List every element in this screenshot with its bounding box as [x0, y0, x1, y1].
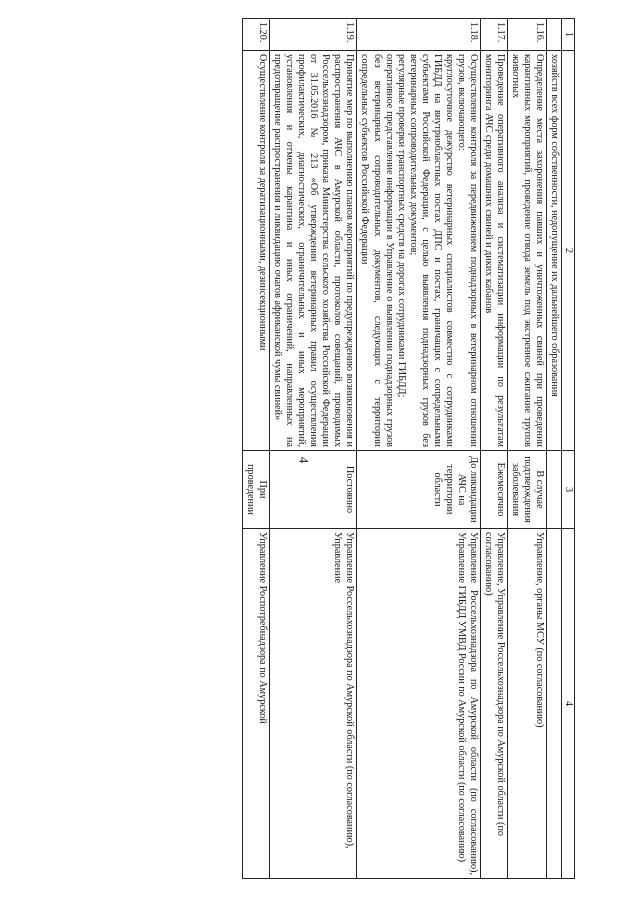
row-term: В случае подтверждения заболевания — [507, 451, 546, 529]
row-executor: Управление Россельхознадзора по Амурской области (по согласованию), Управление ГИБДД УМВД России по Амурской области (по согласованию) — [357, 529, 480, 879]
row-activity: Принятие мер по выполнению планов мероприятий по предупреждению возникновения и распространения АЧС в Амурской области, протоколов совещаний, проводимых Россельхознадзором, приказа Министерства сельского хозяйства Российской Федерации от 31.05.2016 № 213 «Об утверждении ветеринарных правил осуществления профилактических, диагностических, ограничительных и иных мероприятий, установления и отмены карантина и иных ограничений, направленных на предотвращение распространения и ликвидацию очагов африканской чумы свиней» — [270, 51, 357, 451]
table-row — [243, 19, 270, 879]
row-number: 1.17. — [480, 19, 507, 51]
activity-line: оперативное представление информации в Управление о выявлении поднадзорных грузов без ветеринарных сопроводительных документов, следующих с территории сопредельных субъектов Российской Федерации — [359, 54, 395, 447]
measures-table — [242, 18, 575, 879]
table-row — [357, 19, 480, 879]
row-executor: Управление, Управление Россельхознадзора по Амурской области (по согласованию) — [480, 529, 507, 879]
row-number: 1.16. — [507, 19, 546, 51]
row-activity — [357, 51, 480, 451]
header-col-3: 3 — [561, 451, 574, 529]
page-number: 4 — [296, 456, 312, 464]
activity-line: регулярные проверки транспортных средств на дорогах сотрудниками ГИБДД; — [395, 54, 407, 398]
row-executor: Управление, органы МСУ (по согласованию) — [507, 529, 546, 879]
row-term: Постоянно — [270, 451, 357, 529]
table-row-continuation — [546, 19, 561, 879]
header-col-4: 4 — [561, 529, 574, 879]
row-number: 1.19. — [270, 19, 357, 51]
row-executor: Управление Россельхознадзора по Амурской области (по согласованию), Управление — [270, 529, 357, 879]
table-row — [507, 19, 546, 879]
row-term: До ликвидации АЧС на территории области — [357, 451, 480, 529]
row-activity: Определение места захоронения павших и уничтоженных свиней при проведении карантинных мероприятий, проведение отвода земель под экстренное сжигание трупов животных — [507, 51, 546, 451]
row-number: 1.18. — [357, 19, 480, 51]
row-term: При проведении — [243, 451, 270, 529]
row-executor: Управление Роспотребнадзора по Амурской — [243, 529, 270, 879]
header-col-1: 1 — [561, 19, 574, 51]
row-activity: хозяйств всех форм собственности, недопущение их дальнейшего образования — [546, 51, 561, 451]
row-activity: Проведение оперативного анализа и систематизации информации по результатам мониторинга АЧС среди домашних свиней и диких кабанов — [480, 51, 507, 451]
header-row — [561, 19, 574, 879]
activity-line: круглосуточное дежурство ветеринарных специалистов совместно с сотрудниками ГИБДД на внутриобластных постах ДПС и постах, граничащих с сопредельными субъектами Российской Федерации, с целью выявления поднадзорных грузов без ветеринарных сопроводительных документов; — [407, 54, 455, 447]
table-row — [270, 19, 357, 879]
activity-line: Осуществление контроля за передвижением поднадзорных в ветеринарном отношении грузов, включающего: — [455, 54, 479, 447]
row-term: Ежемесячно — [480, 451, 507, 529]
header-col-2: 2 — [561, 51, 574, 451]
table-row — [480, 19, 507, 879]
row-activity: Осуществление контроля за дератизационными, дезинсекционными — [243, 51, 270, 451]
row-number: 1.20. — [243, 19, 270, 51]
rotated-table-container — [100, 18, 575, 878]
